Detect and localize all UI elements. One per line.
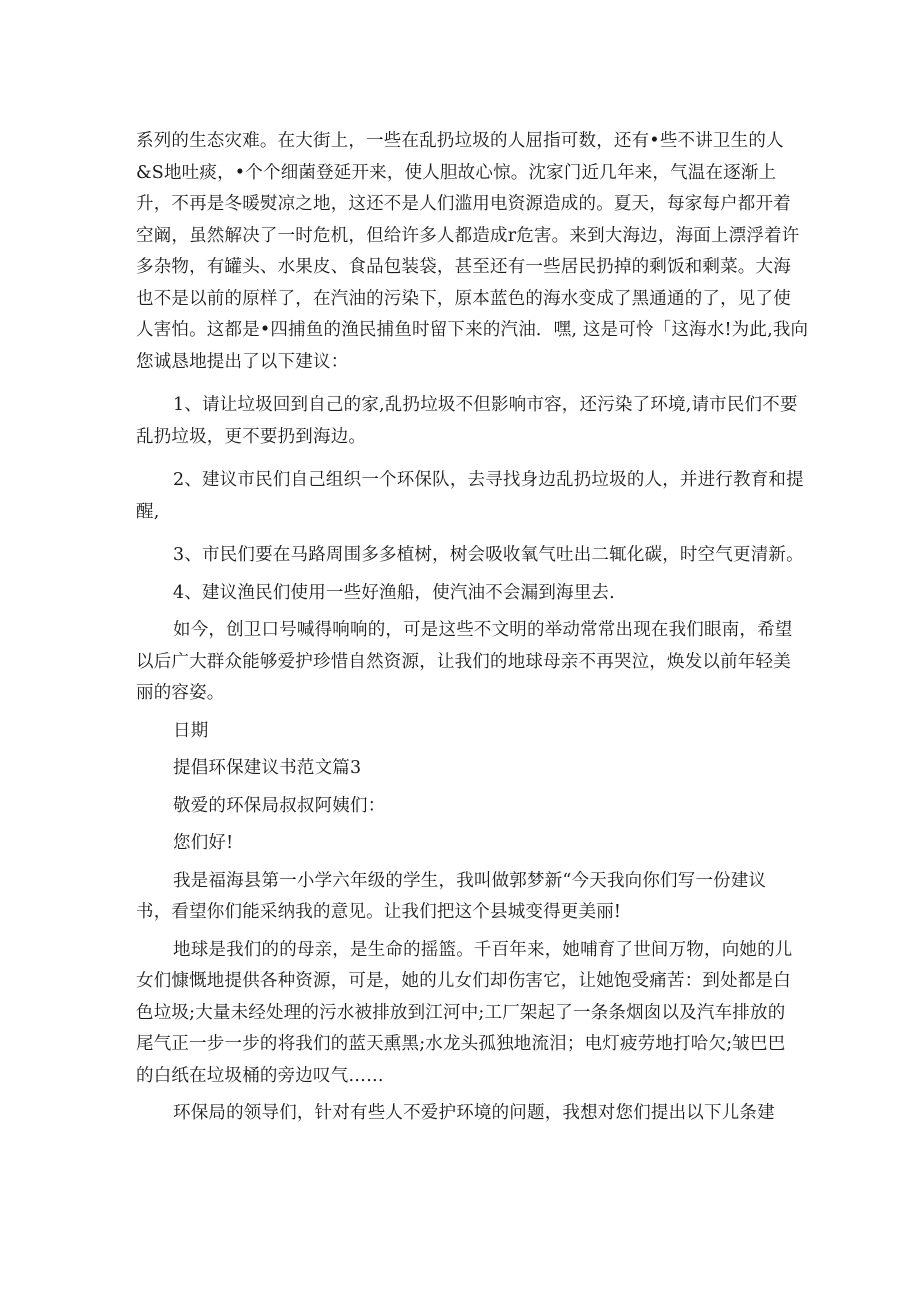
text-line: 升，不再是冬暖熨凉之地，这还不是人们滥用电资源造成的。夏天，每家每户都开着 [136,194,791,214]
greeting: 您们好! [173,833,234,853]
text-line: 丽的容姿。 [136,683,225,703]
suggestion-1: 1、请让垃圾回到自己的家,乱扔垃圾不但影响市容，还污染了环境,请市民们不要 [173,395,798,415]
text-line: 醒, [136,501,160,522]
text-line: 书，看望你们能采纳我的意见。让我们把这个县城变得更美丽! [136,902,622,922]
paragraph-start: 我是福海县第一小学六年级的学生，我叫做郭梦新“今天我向你们写一份建议 [173,870,767,891]
date-label: 日期 [173,720,209,741]
paragraph-start: 如今，创卫口号喊得响响的，可是这些不文明的举动常常出现在我们眼南，希望 [173,620,793,640]
text-line: 乱扔垃圾，更不要扔到海边。 [136,426,367,447]
paragraph-start: 环保局的领导们，针对有些人不爱护环境的问题，我想对您们提出以下儿条建 [173,1103,775,1123]
text-line: 系列的生态灾难。在大街上，一些在乱扔垃圾的人屈指可数，还有•些不讲卫生的人 [136,131,784,151]
paragraph-start: 地球是我们的的母亲，是生命的摇篮。千百年来，她哺育了世间万物，向她的儿 [173,939,793,960]
body-text [136,126,809,1130]
section-title: 提倡环保建议书范文篇3 [173,758,362,778]
text-line: 多杂物，有罐头、水果皮、食品包装袋，甚至还有一些居民扔掉的剩饭和剩菜。大海 [136,257,791,277]
text-line: 空阚，虽然解决了一时危机，但给许多人都造成r危害。来到大海边，海面上漂浮着许 [136,225,800,246]
text-line: 色垃圾;大量未经处理的污水被排放到江河中;工厂架起了一条条烟囱以及汽车排放的 [136,1002,786,1023]
suggestion-2: 2、建议市民们自己组织一个环保队，去寻找身边乱扔垃圾的人，并进行教育和提 [173,470,804,490]
text-line: 女们慷慨地提供各种资源，可是，她的儿女们却伤害它，让她饱受痛苦：到处都是白 [136,971,791,991]
text-line: &S地吐痰，•个个细菌登延开来，使人胆故心惊。沈家门近几年来，气温在逐渐上 [136,162,777,183]
salutation: 敬爱的环保局叔叔阿姨们： [173,795,386,816]
text-line: 的白纸在垃圾桶的旁边叹气…… [136,1065,384,1086]
suggestion-3: 3、市民们要在马路周围多多植树，树会吸收氧气吐出二辄化碳，时空气更清新。 [173,545,804,565]
text-line: 尾气正一步一步的将我们的蓝天熏黑;水龙头孤独地流泪；电灯疲劳地打哈欠;皱巴巴 [136,1034,786,1054]
text-line: 人害怕。这都是•四捕鱼的渔民捕鱼时留下来的汽油．嘿, 这是可怜「这海水!为此,我向 [136,320,809,340]
suggestion-4: 4、建议渔民们使用一些好渔船，使汽油不会漏到海里去. [173,582,615,603]
text-line: 以后广大群众能够爱护珍惜自然资源，让我们的地球母亲不再哭泣，焕发以前年轻美 [136,651,791,672]
text-line: 您诚恳地提出了以下建议： [136,351,349,372]
text-line: 也不是以前的原样了，在汽油的污染下，原本蓝色的海水变成了黑通通的了，见了使 [136,288,791,309]
